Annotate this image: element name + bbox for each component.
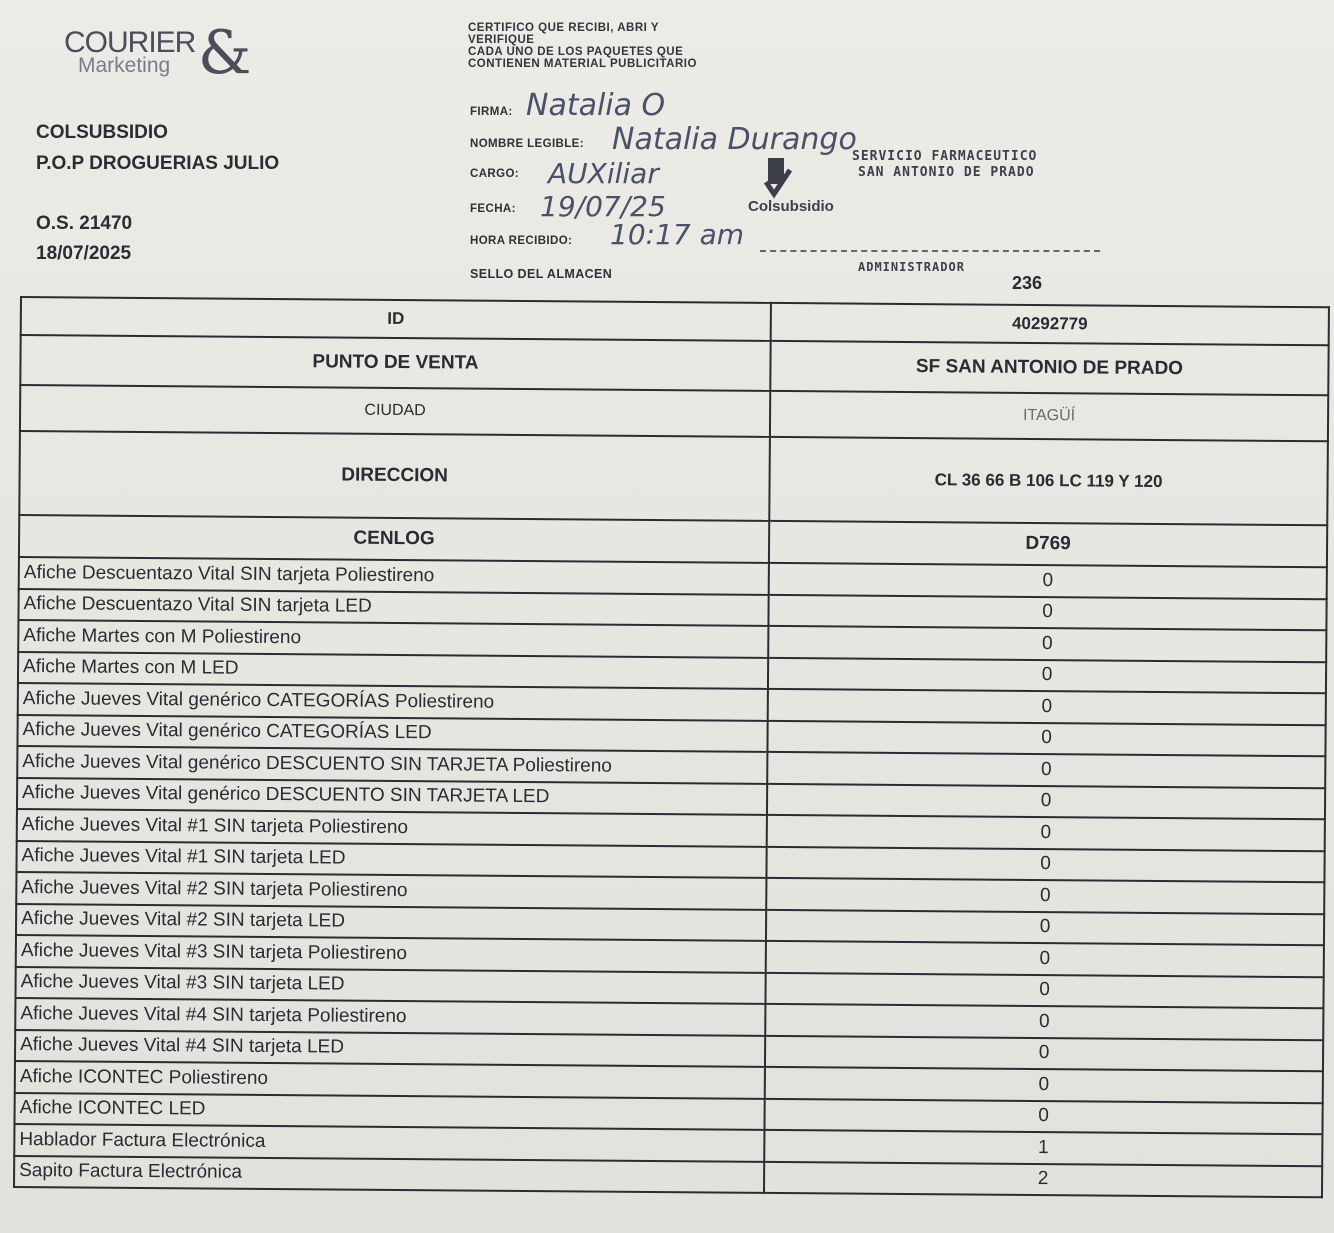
item-qty: 0 [766, 878, 1324, 914]
stamp-checkmark-icon [764, 156, 792, 200]
item-qty: 0 [767, 720, 1325, 756]
stamp-location-line: SAN ANTONIO DE PRADO [858, 165, 1035, 180]
item-label: Sapito Factura Electrónica [14, 1155, 764, 1192]
order-number: O.S. 21470 [36, 213, 133, 234]
stamp-service-line: SERVICIO FARMACEUTICO [852, 149, 1038, 164]
item-label: Afiche Descuentazo Vital SIN tarjeta Poliestireno [19, 557, 769, 594]
item-qty: 0 [764, 1098, 1322, 1134]
item-label: Hablador Factura Electrónica [14, 1124, 764, 1161]
item-qty: 0 [765, 972, 1323, 1008]
item-qty: 0 [765, 1004, 1323, 1040]
stamp-signature-line [760, 250, 1100, 252]
fecha-label: FECHA: [470, 203, 516, 215]
certificate-text [468, 22, 768, 70]
cert-line: CERTIFICO QUE RECIBI, ABRI Y [468, 22, 659, 34]
page-number: 236 [1012, 273, 1043, 293]
id-label: ID [21, 297, 771, 341]
item-label: Afiche Jueves Vital #2 SIN tarjeta Poliestireno [16, 872, 766, 909]
order-date: 18/07/2025 [36, 243, 132, 264]
punto-venta-label: PUNTO DE VENTA [20, 335, 770, 391]
sello-label: SELLO DEL ALMACEN [470, 267, 613, 281]
item-label: Afiche Jueves Vital #1 SIN tarjeta LED [16, 840, 766, 877]
item-label: Afiche ICONTEC LED [14, 1092, 764, 1129]
item-label: Afiche Jueves Vital #1 SIN tarjeta Poliestireno [17, 809, 767, 846]
item-label: Afiche Jueves Vital #3 SIN tarjeta LED [15, 966, 765, 1003]
ciudad-label: CIUDAD [20, 385, 770, 437]
firma-label: FIRMA: [470, 106, 513, 118]
item-qty: 0 [768, 626, 1326, 662]
fecha-value: 19/07/25 [540, 190, 666, 223]
item-qty: 0 [766, 846, 1324, 882]
item-label: Afiche ICONTEC Poliestireno [15, 1061, 765, 1098]
item-label: Afiche Jueves Vital genérico CATEGORÍAS Poliestireno [18, 683, 768, 720]
delivery-table [13, 296, 1330, 1198]
item-qty: 0 [769, 563, 1327, 599]
item-label: Afiche Descuentazo Vital SIN tarjeta LED [18, 588, 768, 625]
nombre-label: NOMBRE LEGIBLE: [470, 138, 584, 150]
logo-ampersand: & [198, 18, 252, 88]
item-qty: 0 [767, 783, 1325, 819]
item-label: Afiche Jueves Vital #2 SIN tarjeta LED [16, 903, 766, 940]
nombre-value: Natalia Durango [612, 122, 857, 157]
ciudad-value: ITAGÜÍ [770, 391, 1328, 441]
campaign-name: P.O.P DROGUERIAS JULIO [36, 153, 280, 174]
item-label: Afiche Jueves Vital genérico DESCUENTO SIN TARJETA LED [17, 777, 767, 814]
item-qty: 2 [764, 1161, 1322, 1197]
cenlog-value: D769 [769, 521, 1327, 567]
item-label: Afiche Jueves Vital #4 SIN tarjeta Poliestireno [15, 998, 765, 1035]
item-qty: 0 [767, 815, 1325, 851]
stamp-brand: Colsubsidio [748, 198, 834, 215]
item-qty: 0 [765, 1035, 1323, 1071]
item-qty: 1 [764, 1130, 1322, 1166]
hora-label: HORA RECIBIDO: [470, 235, 573, 247]
firma-signature: Natalia O [526, 88, 666, 123]
logo-sub-text: Marketing [78, 54, 171, 77]
client-company: COLSUBSIDIO [36, 122, 168, 143]
cargo-value: AUXiliar [548, 157, 659, 190]
item-qty: 0 [765, 1067, 1323, 1103]
logo-main-text: COURIER [64, 26, 196, 59]
item-qty: 0 [768, 657, 1326, 693]
item-qty: 0 [766, 941, 1324, 977]
punto-venta-value: SF SAN ANTONIO DE PRADO [770, 341, 1328, 395]
courier-marketing-logo [60, 18, 260, 94]
cert-line: CONTIENEN MATERIAL PUBLICITARIO [468, 58, 697, 70]
item-label: Afiche Jueves Vital #4 SIN tarjeta LED [15, 1029, 765, 1066]
item-label: Afiche Jueves Vital genérico CATEGORÍAS LED [17, 714, 767, 751]
cert-line: VERIFIQUE [468, 34, 535, 46]
item-label: Afiche Jueves Vital #3 SIN tarjeta Poliestireno [16, 935, 766, 972]
item-qty: 0 [768, 689, 1326, 725]
direccion-value: CL 36 66 B 106 LC 119 Y 120 [769, 437, 1328, 525]
id-value: 40292779 [771, 303, 1329, 345]
cargo-label: CARGO: [470, 168, 520, 180]
table-row-direccion [19, 431, 1328, 525]
item-qty: 0 [767, 752, 1325, 788]
item-qty: 0 [766, 909, 1324, 945]
hora-value: 10:17 am [610, 218, 745, 251]
item-label: Afiche Martes con M Poliestireno [18, 620, 768, 657]
cert-line: CADA UNO DE LOS PAQUETES QUE [468, 46, 684, 58]
item-qty: 0 [768, 594, 1326, 630]
stamp-role: ADMINISTRADOR [858, 260, 965, 274]
item-label: Afiche Jueves Vital genérico DESCUENTO SIN TARJETA Poliestireno [17, 746, 767, 783]
cenlog-label: CENLOG [19, 515, 769, 563]
item-label: Afiche Martes con M LED [18, 651, 768, 688]
direccion-label: DIRECCION [19, 431, 770, 521]
